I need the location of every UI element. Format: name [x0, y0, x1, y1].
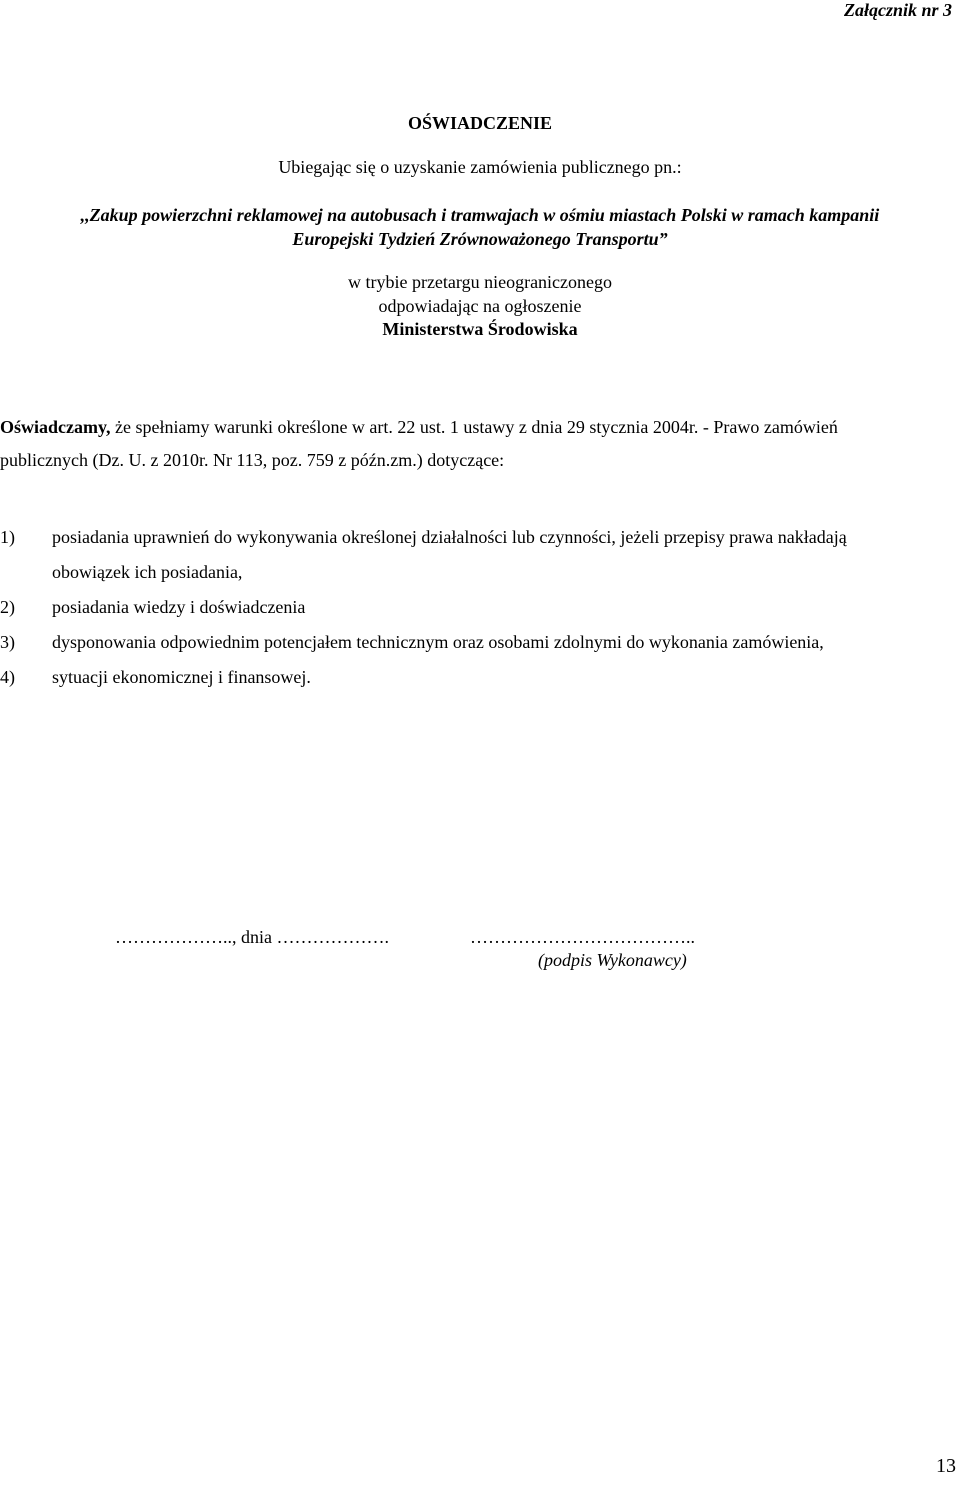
list-item-text: posiadania wiedzy i doświadczenia [52, 597, 306, 617]
page-number: 13 [936, 1455, 956, 1477]
list-item-number: 4) [0, 667, 15, 687]
list-item-text: obowiązek ich posiadania, [52, 562, 243, 582]
list-item-number: 1) [0, 527, 15, 547]
list-item-text: sytuacji ekonomicznej i finansowej. [52, 667, 311, 687]
declaration-line-2: publicznych (Dz. U. z 2010r. Nr 113, poz. 759 z późn.zm.) dotyczące: [0, 450, 505, 470]
mode-line-1: w trybie przetargu nieograniczonego [347, 272, 613, 292]
mode-line-2: odpowiadając na ogłoszenie [378, 296, 582, 316]
mode-line-3: Ministerstwa Środowiska [382, 319, 578, 339]
document-title: OŚWIADCZENIE [407, 113, 553, 133]
declaration-lead: Oświadczamy, [0, 417, 111, 437]
list-item-text: posiadania uprawnień do wykonywania określonej działalności lub czynności, jeżeli przepisy prawa nakładają [52, 527, 847, 547]
subtitle: Ubiegając się o uzyskanie zamówienia publicznego pn.: [278, 157, 682, 177]
list-item-text: dysponowania odpowiednim potencjałem technicznym oraz osobami zdolnymi do wykonania zamówienia, [52, 632, 824, 652]
list-item-number: 2) [0, 597, 15, 617]
signature-label: (podpis Wykonawcy) [538, 950, 687, 970]
subject-line-2: Europejski Tydzień Zrównoważonego Transportu” [292, 229, 668, 249]
declaration-text: że spełniamy warunki określone w art. 22 ust. 1 ustawy z dnia 29 stycznia 2004r. - Prawo zamówień [110, 417, 838, 437]
list-item-number: 3) [0, 632, 15, 652]
signature-line: ……………………………….. [470, 927, 695, 947]
declaration-line-1 [0, 417, 838, 438]
place-date-line: ……………….., dnia ………………. [115, 927, 389, 947]
subject-line-1: ,,Zakup powierzchni reklamowej na autobusach i tramwajach w ośmiu miastach Polski w ramach kampanii [80, 205, 880, 225]
annex-label: Załącznik nr 3 [843, 0, 952, 20]
